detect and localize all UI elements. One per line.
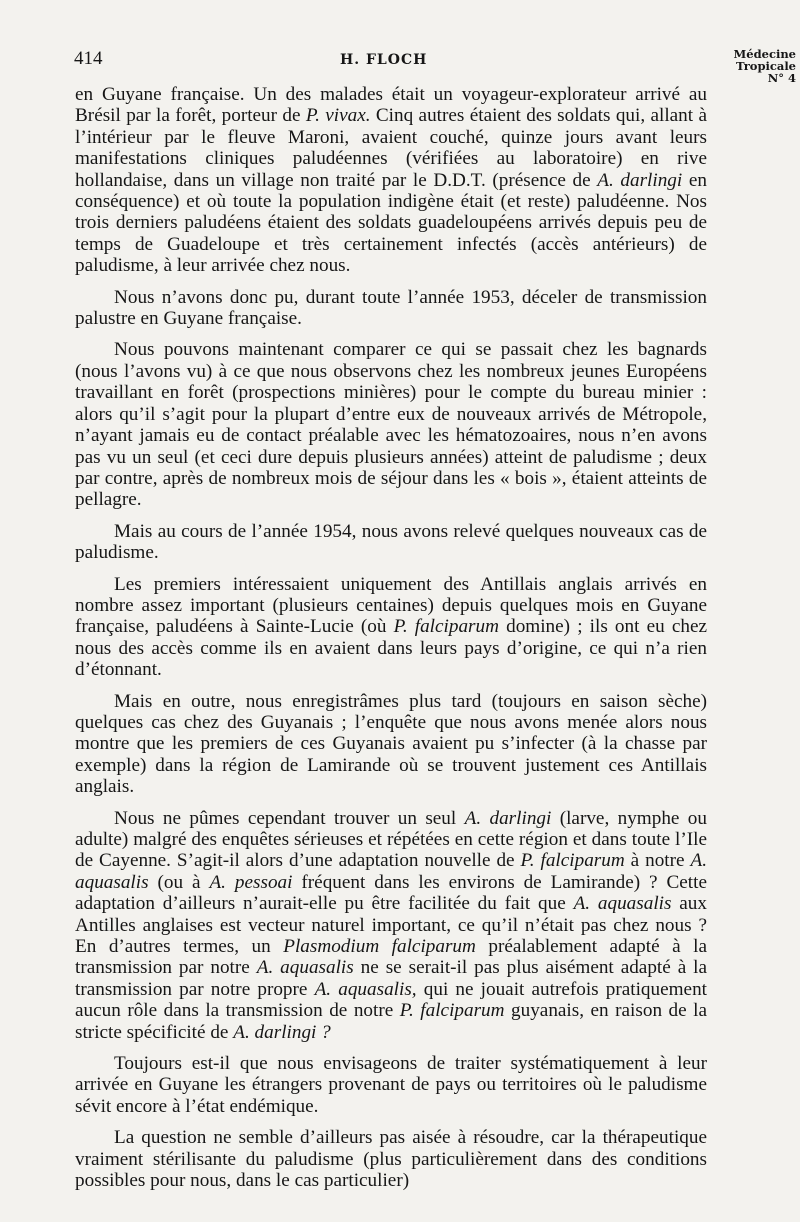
text-run: Toujours est-il que nous envisageons de traiter systématiquement à leur arrivée en Guyane les étrangers provenant de pays ou territoires où le paludisme sévit encore à l’état endémique. (75, 1053, 707, 1117)
text-run: Nous ne pûmes cependant trouver un seul (114, 807, 465, 829)
text-run: en conséquence) et où toute la population indigène était (et reste) paludéenne. Nos trois derniers paludéens étaient des soldats guadeloupéens arrivés depuis peu de temps de Guadeloupe et très certainement infectés (accès antérieurs) de paludisme, à leur arrivée chez nous. (75, 169, 707, 277)
paragraph-6 (75, 691, 707, 798)
text-run: ne se serait-il pas plus aisément adapté à la transmission par notre propre (75, 957, 707, 1000)
text-run: préalablement adapté à la transmission par notre (75, 936, 707, 979)
italic-term: A. darlingi (597, 169, 683, 191)
text-run: (ou à (148, 871, 210, 893)
text-run: domine) ; ils ont eu chez nous des accès comme ils en avaient dans leurs pays d’origine, ce qui n’a rien d’étonnant. (75, 616, 707, 681)
paragraph-8 (75, 1053, 707, 1117)
italic-term: P. falciparum (520, 850, 625, 872)
text-run: Nous n’avons donc pu, durant toute l’année 1953, déceler de transmission palustre en Guyane française. (75, 286, 707, 330)
text-run: Cinq autres étaient des soldats qui, allant à l’intérieur par le fleuve Maroni, avaient couché, quinze jours avant leurs manifestations cliniques paludéennes (vérifiées au laboratoire) en rive hollandaise, dans un village non traité par le D.D.T. (présence de (75, 105, 707, 191)
paragraph-2 (75, 287, 707, 330)
text-run: (larve, nymphe ou adulte) malgré des enquêtes sérieuses et répétées en cette région et dans toute l’Ile de Cayenne. S’agit-il alors d’une adaptation nouvelle de (75, 807, 707, 872)
italic-term: Plasmodium falciparum (283, 936, 476, 958)
journal-tag (734, 48, 796, 84)
italic-term: A. aquasalis (256, 957, 354, 979)
italic-term: A. aquasalis (573, 893, 672, 915)
text-run: Mais en outre, nous enregistrâmes plus tard (toujours en saison sèche) quelques cas chez des Guyanais ; l’enquête que nous avons menée alors nous montre que les premiers de ces Guyanais avaient pu s’infecter (à la chasse par exemple) dans la région de Lamirande où se trouvent justement ces Antillais anglais. (75, 690, 707, 798)
text-run: La question ne semble d’ailleurs pas aisée à résoudre, car la thérapeutique vraiment stérilisante du paludisme (plus particulièrement dans des conditions possibles pour nous, dans le cas particulier) (75, 1127, 707, 1192)
paragraph-1 (75, 84, 707, 277)
italic-term: A. pessoai (209, 871, 293, 893)
journal-name-line-2: Tropicale (736, 59, 796, 73)
text-run: qui ne jouait autrefois pratiquement aucun rôle dans la transmission de notre (75, 978, 707, 1022)
journal-issue: N° 4 (767, 71, 796, 85)
paragraph-3 (75, 339, 707, 510)
text-run: aux Antilles anglaises est vecteur naturel important, ce qu’il n’était pas chez nous ? En d’autres termes, un (75, 893, 707, 958)
text-run: en Guyane française. Un des malades était un voyageur-explorateur arrivé au Brésil par la forêt, porteur de (75, 84, 707, 127)
article-body (75, 84, 707, 1192)
page-number: 414 (74, 48, 103, 69)
italic-term: P. vivax. (305, 105, 371, 127)
page-header (0, 48, 800, 88)
text-run: fréquent dans les environs de Lamirande) ? Cette adaptation d’ailleurs n’aurait-elle pu être facilitée du fait que (75, 871, 707, 915)
paragraph-4 (75, 521, 707, 564)
italic-term: A. darlingi (464, 807, 552, 829)
text-run: guyanais, en raison de la stricte spécificité de (75, 1000, 708, 1043)
text-run: Les premiers intéressaient uniquement des Antillais anglais arrivés en nombre assez important (plusieurs centaines) depuis quelques mois en Guyane française, paludéens à Sainte-Lucie (où (75, 573, 707, 638)
italic-term: A. darlingi ? (233, 1021, 331, 1043)
text-run: Mais au cours de l’année 1954, nous avons relevé quelques nouveaux cas de paludisme. (75, 520, 707, 564)
text-run: à notre (624, 850, 691, 872)
paragraph-9 (75, 1127, 707, 1191)
running-head-author: H. FLOCH (340, 52, 428, 68)
italic-term: A. aquasalis (75, 850, 707, 893)
paragraph-7 (75, 808, 707, 1043)
paragraph-5 (75, 574, 707, 681)
italic-term: A. aquasalis, (314, 978, 417, 1000)
journal-name-line-1: Médecine (733, 47, 796, 61)
italic-term: P. falciparum (399, 1000, 505, 1022)
italic-term: P. falciparum (393, 616, 499, 638)
text-run: Nous pouvons maintenant comparer ce qui se passait chez les bagnards (nous l’avons vu) à ce que nous observons chez les nombreux jeunes Européens travaillant en forêt (prospections minières) pour le compte du bureau minier : alors qu’il s’agit pour la plupart d’entre eux de nouveaux arrivés de Métropole, n’ayant jamais eu de contact préalable avec les hématozoaires, nous n’en avons pas vu un seul (et ceci dure depuis plusieurs années) atteint de paludisme ; deux par contre, après de nombreux mois de séjour dans les « bois », étaient atteints de pellagre. (75, 339, 707, 511)
